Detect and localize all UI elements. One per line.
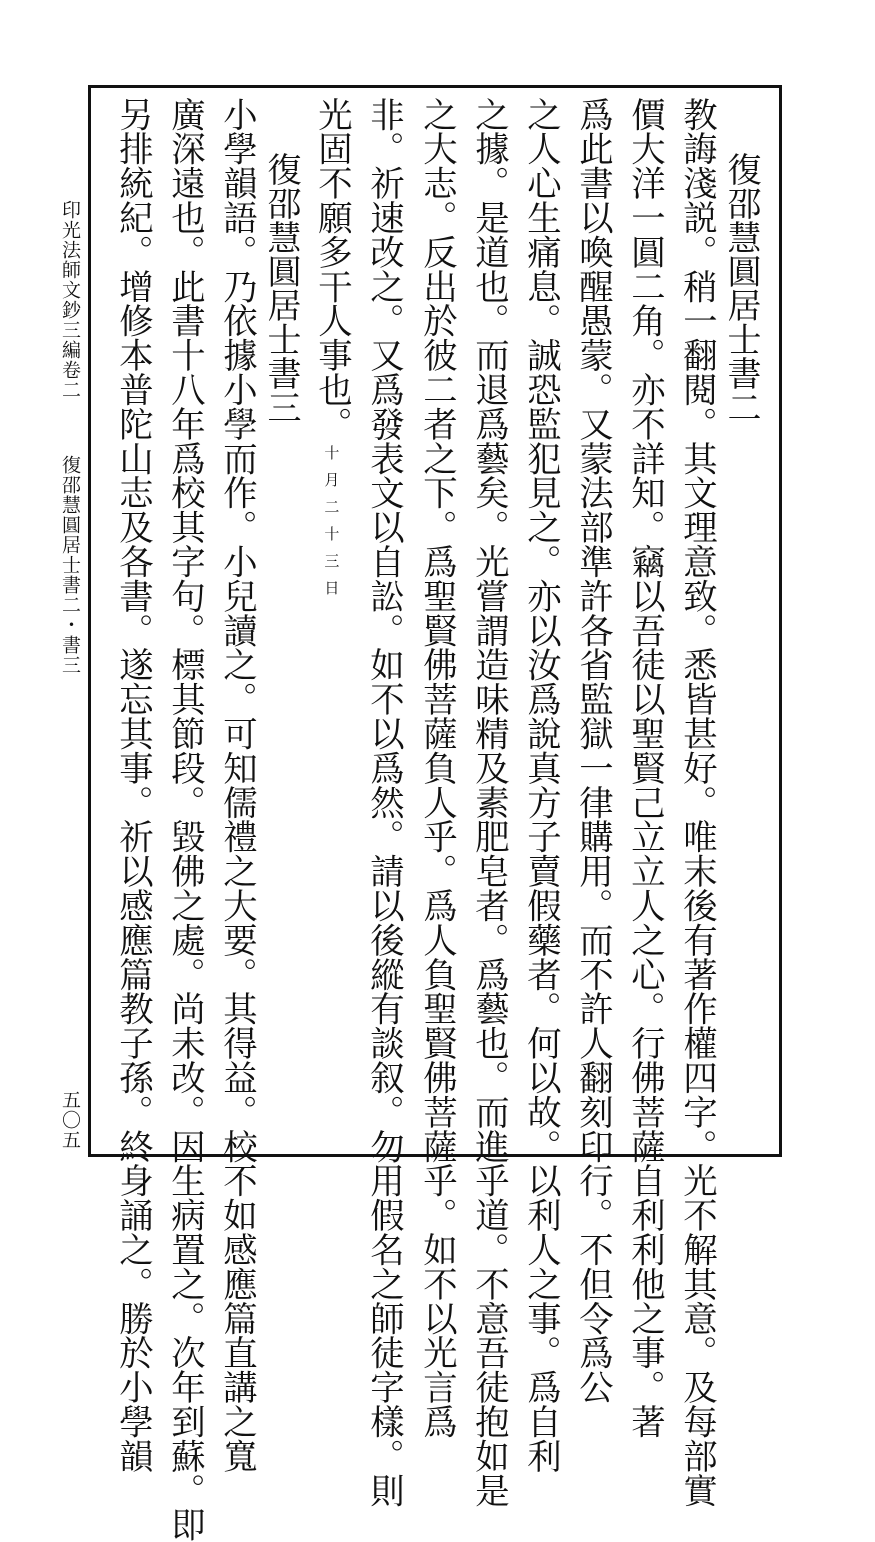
body-line-4: 之人心生痛息。誠恐監犯見之。亦以汝爲說真方子賣假藥者。何以故。以利人之事。爲自利 (520, 97, 561, 1473)
body-line-1: 教誨淺説。稍一翻閱。其文理意致。悉皆甚好。唯末後有著作權四字。光不解其意。及每部實 (676, 97, 717, 1508)
body-line-2: 價大洋一圓二角。亦不詳知。竊以吾徒以聖賢己立立人之心。行佛菩薩自利利他之事。著 (624, 97, 665, 1439)
body-line-7: 非。祈速改之。又爲發表文以自訟。如不以爲然。請以後縱有談叙。勿用假名之師徒字樣。則 (363, 97, 404, 1508)
body-line-6: 之大志。反出於彼二者之下。爲聖賢佛菩薩負人乎。爲人負聖賢佛菩薩乎。如不以光言爲 (416, 97, 457, 1439)
body2-line-2: 廣深遠也。此書十八年爲校其字句。標其節段。毀佛之處。尚未改。因生病置之。次年到蘇。即 (164, 97, 205, 1542)
letter-date: 十月二十三日 (322, 445, 341, 607)
frame-top-rule (88, 85, 781, 88)
body-line-3: 爲此書以喚醒愚蒙。又蒙法部準許各省監獄一律購用。而不許人翻刻印行。不但令爲公 (572, 97, 613, 1405)
letter-heading-2: 復邵慧圓居士書三 (261, 152, 301, 424)
book-title: 印光法師文鈔三編卷二 (59, 200, 81, 400)
frame-right-rule (779, 85, 782, 1157)
body-line-8 (311, 97, 352, 607)
frame-left-rule (88, 85, 91, 1157)
section-title: 復邵慧圓居士書二・書三 (59, 455, 81, 675)
body2-line-3: 另排統紀。增修本普陀山志及各書。遂忘其事。祈以感應篇教子孫。終身誦之。勝於小學韻 (112, 97, 153, 1473)
body2-line-1: 小學韻語。乃依據小學而作。小兒讀之。可知儒禮之大要。其得益。校不如感應篇直講之寬 (216, 97, 257, 1473)
letter-heading-1: 復邵慧圓居士書二 (721, 152, 761, 424)
page-number: 五〇五 (59, 1090, 81, 1150)
body-line-8-text: 光固不願多干人事也。 (311, 97, 352, 441)
body-line-5: 之據。是道也。而退爲藝矣。光嘗謂造味精及素肥皂者。爲藝也。而進乎道。不意吾徒抱如是 (468, 97, 509, 1508)
